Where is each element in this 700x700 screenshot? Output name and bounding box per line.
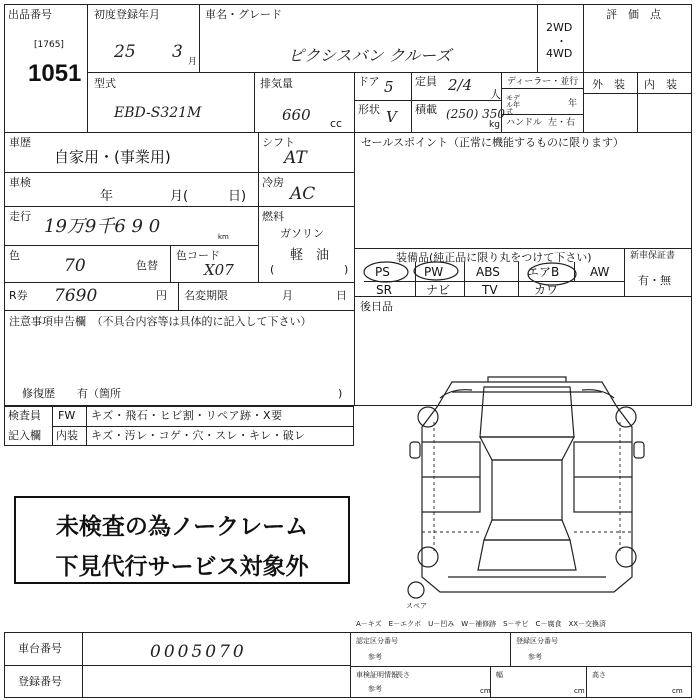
cert-label: 認定区分番号 bbox=[356, 637, 398, 645]
name-label: 車名・グレード bbox=[205, 8, 282, 21]
color-value: 70 bbox=[64, 256, 86, 276]
equip-leather: カワ bbox=[534, 283, 559, 297]
length-label: 長さ bbox=[396, 671, 410, 679]
no-claim-notice bbox=[14, 496, 350, 584]
equip-navi: ナビ bbox=[426, 283, 451, 297]
fuel-paren-l: ( bbox=[270, 263, 275, 276]
model-year-unit: 年 bbox=[568, 99, 578, 109]
inspection-month: 月( bbox=[170, 189, 189, 204]
dealer-cert-label: 登録区分番号 bbox=[516, 637, 558, 645]
load-value: (250) 350 bbox=[446, 107, 505, 121]
inspector-fw: FW bbox=[58, 409, 76, 422]
drive-2wd: 2WD bbox=[546, 21, 573, 34]
capacity-value: 2/4 bbox=[448, 76, 473, 94]
exterior-label: 外 装 bbox=[592, 78, 625, 91]
use-value: 自家用・(事業用) bbox=[54, 148, 171, 166]
lot-number: 1051 bbox=[28, 60, 82, 87]
reg-month-unit: 月 bbox=[188, 57, 198, 67]
lot-sub: [1765] bbox=[34, 40, 64, 50]
equip-airbag: エアB bbox=[527, 265, 560, 279]
reg-cert-ref: 参考 bbox=[368, 685, 382, 693]
reg-month: 3 bbox=[172, 42, 183, 62]
regnum-label: 登録番号 bbox=[18, 675, 62, 688]
rcert-value: 7690 bbox=[54, 286, 98, 306]
eval-label: 評 価 点 bbox=[606, 8, 661, 21]
colorcode-label: 色コード bbox=[176, 249, 220, 262]
displacement-label: 排気量 bbox=[260, 77, 293, 90]
inspector-int: 内装 bbox=[56, 429, 78, 442]
shape-value: V bbox=[386, 108, 397, 126]
reg-cert-label: 車検証明情報 bbox=[356, 671, 398, 679]
door-label: ドア bbox=[358, 75, 380, 88]
load-label: 積載 bbox=[415, 103, 437, 116]
namechange-label: 名変期限 bbox=[184, 289, 228, 302]
dealer-label: ディーラー・並行 bbox=[507, 77, 579, 87]
rcert-label: R券 bbox=[9, 289, 28, 302]
inspection-day: 日) bbox=[228, 189, 247, 204]
fuel-paren-r: ) bbox=[344, 263, 349, 276]
equip-tv: TV bbox=[482, 283, 498, 297]
notice-line1: 未検査の為ノークレーム bbox=[55, 513, 309, 539]
lot-label: 出品番号 bbox=[8, 8, 52, 21]
drive-4wd: 4WD bbox=[546, 47, 573, 60]
car-name: ピクシスバン クルーズ bbox=[288, 46, 452, 65]
repair-label: 修復歴 有（箇所 bbox=[22, 387, 121, 400]
equipment-circles bbox=[354, 248, 614, 298]
model-value: EBD-S321M bbox=[114, 105, 202, 121]
equip-sr: SR bbox=[376, 283, 392, 297]
fuel-gas: ガソリン bbox=[280, 227, 324, 240]
colorcode-value: X07 bbox=[204, 261, 234, 279]
mileage-label: 走行 bbox=[9, 210, 31, 223]
model-year-label: モデル年式 bbox=[506, 94, 520, 116]
namechange-month: 月 bbox=[282, 289, 293, 302]
door-value: 5 bbox=[384, 78, 394, 96]
equip-abs: ABS bbox=[476, 265, 500, 279]
reg-year: 25 bbox=[114, 42, 136, 62]
interior-label: 内 装 bbox=[644, 78, 677, 91]
sales-label: セールスポイント（正常に機能するものに限ります） bbox=[361, 136, 625, 149]
chassis-value: 0005070 bbox=[150, 642, 247, 662]
mileage-value: 19万9千6 9 0 bbox=[44, 216, 161, 237]
capacity-label: 定員 bbox=[415, 75, 437, 88]
chassis-label: 車台番号 bbox=[18, 642, 62, 655]
notice-line2: 下見代行サービス対象外 bbox=[55, 553, 309, 579]
equip-ps: PS bbox=[375, 265, 390, 279]
newcar-value: 有・無 bbox=[638, 274, 671, 287]
capacity-unit: 人 bbox=[490, 88, 501, 101]
inspection-year: 年 bbox=[100, 189, 114, 204]
aftermarket-label: 後日品 bbox=[360, 300, 393, 313]
repair-close: ) bbox=[338, 387, 343, 400]
use-label: 車歴 bbox=[9, 136, 31, 149]
damage-legend: A－キズ E－エクボ U－凹み W－補修跡 S－サビ C－腐食 XX－交換済 bbox=[356, 620, 607, 628]
cm-1: cm bbox=[480, 687, 491, 695]
width-label: 幅 bbox=[496, 671, 503, 679]
drive-dot: ・ bbox=[556, 35, 567, 48]
notes-label: 注意事項申告欄 （不具合内容等は具体的に記入して下さい） bbox=[9, 315, 312, 328]
color-label: 色 bbox=[9, 249, 20, 262]
cert-ref: 参考 bbox=[368, 653, 382, 661]
handle-value: 左・右 bbox=[548, 118, 576, 128]
ac-label: 冷房 bbox=[262, 176, 284, 189]
spare-label: スペア bbox=[406, 602, 427, 610]
load-unit: kg bbox=[489, 120, 500, 130]
spare-tire-icon bbox=[408, 582, 424, 598]
shift-label: シフト bbox=[262, 136, 295, 149]
equip-aw: AW bbox=[590, 265, 610, 279]
shift-value: AT bbox=[284, 148, 307, 168]
shape-label: 形状 bbox=[358, 103, 380, 116]
cm-2: cm bbox=[574, 687, 585, 695]
recolor-label: 色替 bbox=[136, 259, 158, 272]
car-damage-diagram bbox=[392, 352, 662, 608]
inspector-label1: 検査員 bbox=[8, 409, 41, 422]
dealer-cert-ref: 参考 bbox=[528, 653, 542, 661]
inspector-label2: 記入欄 bbox=[8, 429, 41, 442]
namechange-day: 日 bbox=[336, 289, 347, 302]
displacement-unit: cc bbox=[330, 117, 343, 130]
ac-value: AC bbox=[290, 184, 316, 204]
height-label: 高さ bbox=[592, 671, 606, 679]
inspector-int-text: キズ・汚レ・コゲ・穴・スレ・キレ・破レ bbox=[91, 429, 306, 442]
mileage-unit: km bbox=[218, 233, 229, 241]
fuel-diesel: 軽 油 bbox=[290, 248, 330, 263]
equipment-label: 装備品(純正品に限り丸をつけて下さい) bbox=[396, 251, 592, 264]
inspection-label: 車検 bbox=[9, 176, 31, 189]
inspector-fw-text: キズ・飛石・ヒビ割・リペア跡・X要 bbox=[91, 409, 283, 422]
rcert-unit: 円 bbox=[156, 289, 167, 302]
cm-3: cm bbox=[672, 687, 683, 695]
displacement-value: 660 bbox=[282, 106, 311, 124]
model-label: 型式 bbox=[94, 77, 116, 90]
handle-label: ハンドル bbox=[506, 118, 543, 128]
fuel-label: 燃料 bbox=[262, 210, 284, 223]
newcar-label: 新車保証書 bbox=[630, 251, 676, 261]
reg-label: 初度登録年月 bbox=[94, 8, 160, 21]
equip-pw: PW bbox=[424, 265, 444, 279]
